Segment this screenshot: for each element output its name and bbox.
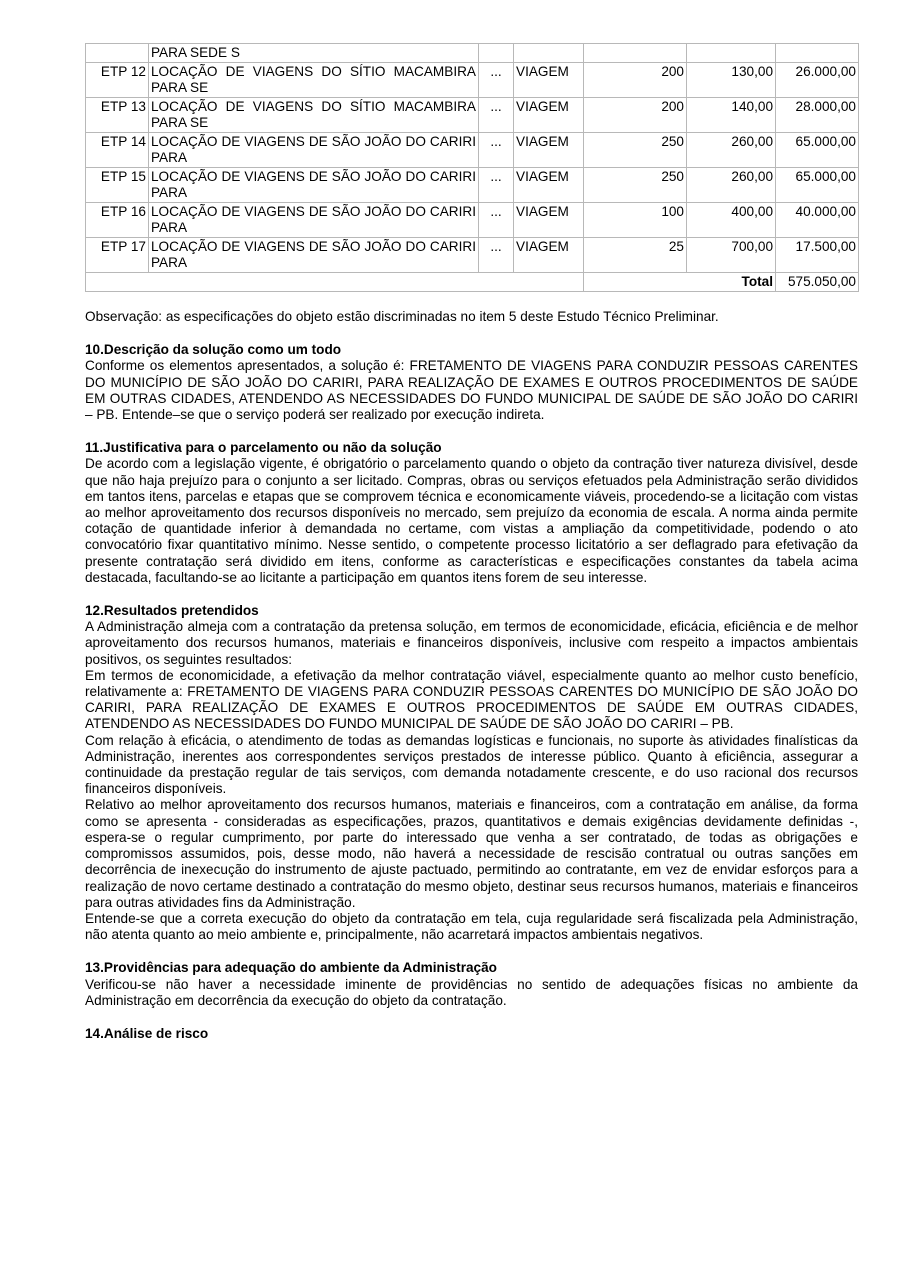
- total-label: Total: [584, 273, 776, 292]
- section-paragraph: Relativo ao melhor aproveitamento dos recursos humanos, materiais e financeiros, com a contratação em análise, da forma como se apresenta - consideradas as especificações, prazos, quantitativos e demais exigências devidamente definidas -, espera-se o regular cumprimento, por parte do interessado que venha a ser contratado, de todas as obrigações e compromissos assumidos, pois, desse modo, não haverá a necessidade de rescisão contratual ou outras sanções em decorrência de inexecução do instrumento de ajuste pactuado, permitindo ao contratante, em vez de envidar esforços para a realização de novo certame destinado a contratação do mesmo objeto, destinar seus recursos humanos, materiais e financeiros para outras atividades fins da Administração.: [85, 797, 858, 910]
- item-quantity: [584, 44, 687, 63]
- item-detail-ellipsis: ...: [479, 168, 514, 203]
- section-paragraph: A Administração almeja com a contratação da pretensa solução, em termos de economicidade, eficácia, eficiência e de melhor aproveitamento dos recursos humanos, materiais e financeiros disponíveis, inclusive com respeito a impactos ambientais positivos, os seguintes resultados:: [85, 619, 858, 667]
- section-paragraph: Conforme os elementos apresentados, a solução é: FRETAMENTO DE VIAGENS PARA CONDUZIR PESSOAS CARENTES DO MUNICÍPIO DE SÃO JOÃO DO CARIRI, PARA REALIZAÇÃO DE EXAMES E OUTROS PROCEDIMENTOS DE SAÚDE EM OUTRAS CIDADES, ATENDENDO AS NECESSIDADES DO FUNDO MUNICIPAL DE SAÚDE DE SÃO JOÃO DO CARIRI – PB. Entende–se que o serviço poderá ser realizado por execução indireta.: [85, 358, 858, 423]
- table-row: [86, 98, 859, 133]
- section: [85, 1026, 858, 1042]
- item-description: PARA SEDE S: [149, 44, 479, 63]
- item-code: ETP 14: [86, 133, 149, 168]
- item-detail-ellipsis: [479, 44, 514, 63]
- sections-container: [85, 342, 858, 1042]
- item-quantity: 100: [584, 203, 687, 238]
- item-quantity: 250: [584, 133, 687, 168]
- item-description: LOCAÇÃO DE VIAGENS DO SÍTIO MACAMBIRA PARA SE: [149, 63, 479, 98]
- item-total: 28.000,00: [776, 98, 859, 133]
- item-description: LOCAÇÃO DE VIAGENS DE SÃO JOÃO DO CARIRI PARA: [149, 133, 479, 168]
- item-unit-price: 700,00: [687, 238, 776, 273]
- item-code: ETP 16: [86, 203, 149, 238]
- table-row: [86, 168, 859, 203]
- item-quantity: 200: [584, 63, 687, 98]
- item-unit-price: [687, 44, 776, 63]
- item-total: 26.000,00: [776, 63, 859, 98]
- total-row-spacer: [86, 273, 584, 292]
- item-quantity: 250: [584, 168, 687, 203]
- item-total: 65.000,00: [776, 133, 859, 168]
- table-row: [86, 203, 859, 238]
- item-code: ETP 15: [86, 168, 149, 203]
- table-row: [86, 133, 859, 168]
- item-unit-price: 400,00: [687, 203, 776, 238]
- item-quantity: 25: [584, 238, 687, 273]
- item-unit: VIAGEM: [514, 98, 584, 133]
- item-total: 65.000,00: [776, 168, 859, 203]
- items-table-body: [86, 44, 859, 273]
- observation-note: Observação: as especificações do objeto estão discriminadas no item 5 deste Estudo Técnico Preliminar.: [85, 309, 719, 324]
- table-row: [86, 63, 859, 98]
- item-code: ETP 13: [86, 98, 149, 133]
- item-detail-ellipsis: ...: [479, 98, 514, 133]
- item-unit: VIAGEM: [514, 203, 584, 238]
- item-unit-price: 260,00: [687, 133, 776, 168]
- item-detail-ellipsis: ...: [479, 238, 514, 273]
- section-paragraph: Verificou-se não haver a necessidade iminente de providências no sentido de adequações físicas no ambiente da Administração em decorrência da execução do objeto da contratação.: [85, 976, 858, 1008]
- item-unit: VIAGEM: [514, 168, 584, 203]
- section: [85, 603, 858, 943]
- item-quantity: 200: [584, 98, 687, 133]
- item-total: 40.000,00: [776, 203, 859, 238]
- item-description: LOCAÇÃO DE VIAGENS DE SÃO JOÃO DO CARIRI PARA: [149, 168, 479, 203]
- item-unit: [514, 44, 584, 63]
- item-unit: VIAGEM: [514, 238, 584, 273]
- item-code: ETP 12: [86, 63, 149, 98]
- item-unit-price: 130,00: [687, 63, 776, 98]
- section-heading: 13.Providências para adequação do ambiente da Administração: [85, 960, 497, 976]
- items-table: [85, 43, 859, 292]
- section: [85, 342, 858, 423]
- item-unit: VIAGEM: [514, 63, 584, 98]
- section-paragraph: Em termos de economicidade, a efetivação da melhor contratação viável, especialmente quanto ao melhor custo benefício, relativamente a: FRETAMENTO DE VIAGENS PARA CONDUZIR PESSOAS CARENTES DO MUNICÍPIO DE SÃO JOÃO DO CARIRI, PARA REALIZAÇÃO DE EXAMES E OUTROS PROCEDIMENTOS DE SAÚDE EM OUTRAS CIDADES, ATENDENDO AS NECESSIDADES DO FUNDO MUNICIPAL DE SAÚDE DE SÃO JOÃO DO CARIRI – PB.: [85, 667, 858, 732]
- section-heading: 14.Análise de risco: [85, 1025, 209, 1041]
- item-description: LOCAÇÃO DE VIAGENS DE SÃO JOÃO DO CARIRI PARA: [149, 238, 479, 273]
- item-unit-price: 260,00: [687, 168, 776, 203]
- section-paragraph: De acordo com a legislação vigente, é obrigatório o parcelamento quando o objeto da contração tiver natureza divisível, desde que não haja prejuízo para o conjunto a ser licitado. Compras, obras ou serviços efetuados pela Administração serão divididos em tantos itens, parcelas e etapas que se comprovem técnica e economicamente viáveis, procedendo-se a licitação com vistas ao melhor aproveitamento dos recursos disponíveis no mercado, sem prejuízo da economia de escala. A norma ainda permite cotação de quantidade inferior à demandada no certame, com vistas a ampliação da competitividade, podendo o ato convocatório fixar quantitativo mínimo. Nesse sentido, o competente processo licitatório a ser deflagrado para efetivação da presente contratação será dividido em itens, conforme as características e especificações constantes da tabela acima destacada, facultando-se ao licitante a participação em quantos itens forem de seu interesse.: [85, 456, 858, 585]
- item-description: LOCAÇÃO DE VIAGENS DO SÍTIO MACAMBIRA PARA SE: [149, 98, 479, 133]
- section-paragraph: Entende-se que a correta execução do objeto da contratação em tela, cuja regularidade será fiscalizada pela Administração, não atenta quanto ao meio ambiente e, principalmente, não acarretará impactos ambientais negativos.: [85, 910, 858, 943]
- table-total-row: [86, 273, 859, 292]
- section: [85, 960, 858, 1009]
- item-detail-ellipsis: ...: [479, 133, 514, 168]
- section-heading: 12.Resultados pretendidos: [85, 603, 259, 619]
- item-unit-price: 140,00: [687, 98, 776, 133]
- section-paragraph: Com relação à eficácia, o atendimento de todas as demandas logísticas e funcionais, no suporte às atividades finalísticas da Administração, inerentes aos correspondentes serviços prestados de interesse público. Quanto à eficiência, assegurar a continuidade da prestação regular de tais serviços, com demanda notadamente crescente, e do uso racional dos recursos financeiros disponíveis.: [85, 732, 858, 797]
- item-code: ETP 17: [86, 238, 149, 273]
- section: [85, 440, 858, 586]
- item-description: LOCAÇÃO DE VIAGENS DE SÃO JOÃO DO CARIRI PARA: [149, 203, 479, 238]
- item-detail-ellipsis: ...: [479, 203, 514, 238]
- item-detail-ellipsis: ...: [479, 63, 514, 98]
- item-code: [86, 44, 149, 63]
- section-heading: 10.Descrição da solução como um todo: [85, 342, 342, 358]
- table-row: [86, 238, 859, 273]
- item-unit: VIAGEM: [514, 133, 584, 168]
- total-value: 575.050,00: [776, 273, 859, 292]
- item-total: [776, 44, 859, 63]
- section-heading: 11.Justificativa para o parcelamento ou não da solução: [85, 440, 442, 456]
- item-total: 17.500,00: [776, 238, 859, 273]
- document-page: [85, 43, 858, 1042]
- table-row: [86, 44, 859, 63]
